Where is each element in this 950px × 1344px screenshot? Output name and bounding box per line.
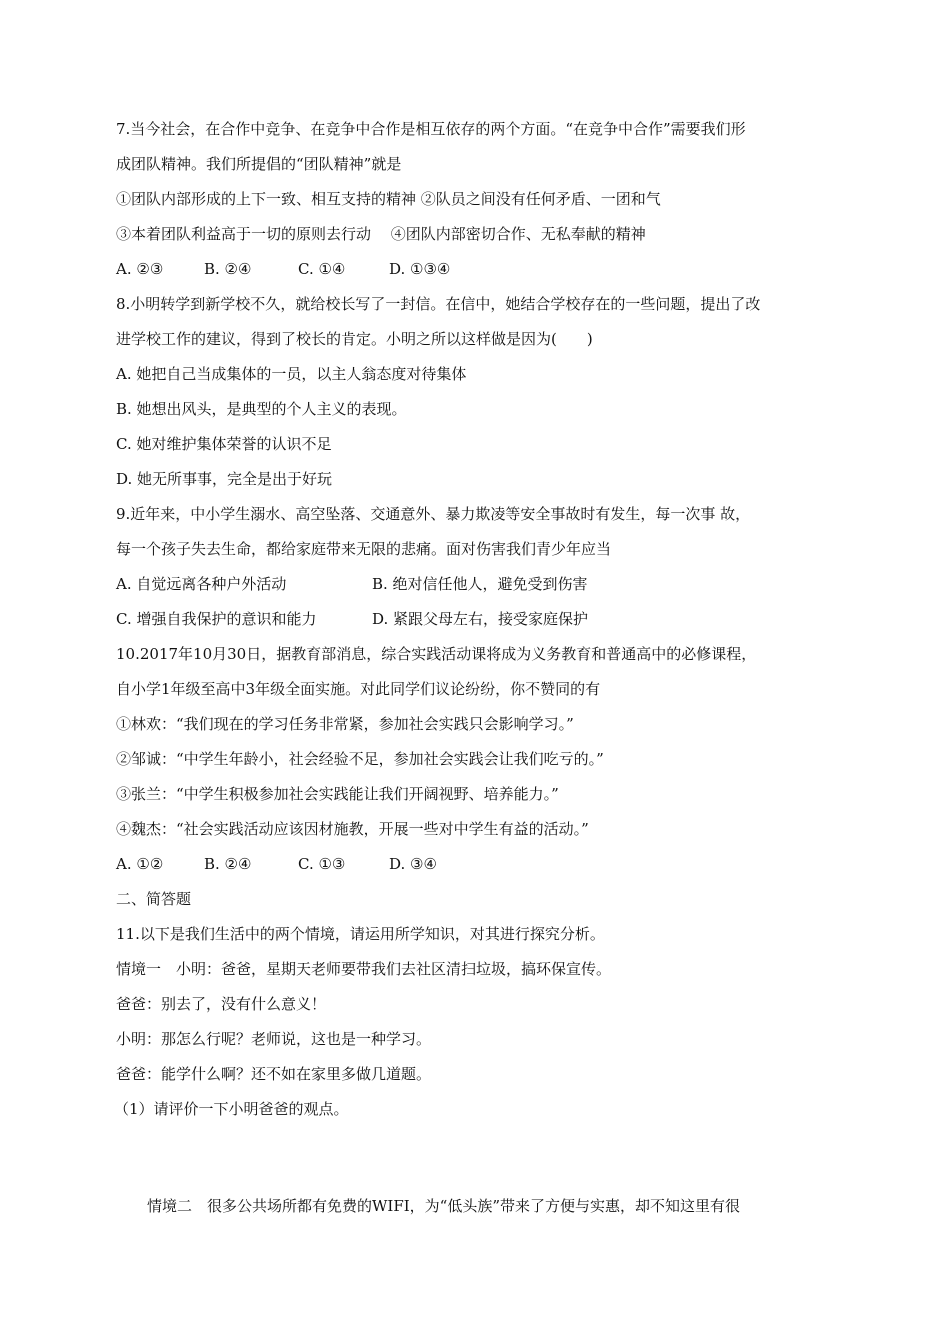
q11-scene-2: 情境二 很多公共场所都有免费的WIFI，为“低头族”带来了方便与实惠，却不知这里有很 (147, 1197, 741, 1215)
q11-dialog-line-1: 情境一 小明：爸爸，星期天老师要带我们去社区清扫垃圾，搞环保宣传。 (116, 960, 612, 978)
q11-dialog-line-2: 爸爸：别去了，没有什么意义！ (116, 995, 327, 1013)
q7-option-a: A. ②③ (116, 260, 164, 278)
q8-stem-line-2: 进学校工作的建议，得到了校长的肯定。小明之所以这样做是因为( ) (116, 330, 593, 348)
q9-option-d: D. 紧跟父母左右，接受家庭保护 (372, 610, 589, 628)
q7-option-c: C. ①④ (298, 260, 346, 278)
q7-stem-line-1: 7.当今社会，在合作中竞争、在竞争中合作是相互依存的两个方面。“在竞争中合作”需要我们形 (116, 120, 746, 138)
section-heading-short-answer: 二、简答题 (116, 890, 192, 908)
q7-option-d: D. ①③④ (389, 260, 451, 278)
q9-stem-line-2: 每一个孩子失去生命，都给家庭带来无限的悲痛。面对伤害我们青少年应当 (116, 540, 612, 558)
q10-stem-line-1: 10.2017年10月30日，据教育部消息，综合实践活动课将成为义务教育和普通高中的必修课程， (116, 645, 757, 663)
q7-items-1-2: ①团队内部形成的上下一致、相互支持的精神 ②队员之间没有任何矛盾、一团和气 (116, 190, 661, 208)
q9-option-a: A. 自觉远离各种户外活动 (116, 575, 287, 593)
q10-item-4: ④魏杰：“社会实践活动应该因材施教，开展一些对中学生有益的活动。” (116, 820, 589, 838)
q7-stem-line-2: 成团队精神。我们所提倡的“团队精神”就是 (116, 155, 402, 173)
q10-item-1: ①林欢：“我们现在的学习任务非常紧，参加社会实践只会影响学习。” (116, 715, 574, 733)
q7-option-b: B. ②④ (204, 260, 252, 278)
q10-option-c: C. ①③ (298, 855, 346, 873)
q11-dialog-line-3: 小明：那怎么行呢？老师说，这也是一种学习。 (116, 1030, 432, 1048)
q10-option-b: B. ②④ (204, 855, 252, 873)
q8-option-b: B. 她想出风头，是典型的个人主义的表现。 (116, 400, 407, 418)
q10-option-a: A. ①② (116, 855, 164, 873)
q7-items-3-4: ③本着团队利益高于一切的原则去行动 ④团队内部密切合作、无私奉献的精神 (116, 225, 646, 243)
q11-subquestion-1: （1）请评价一下小明爸爸的观点。 (114, 1100, 349, 1118)
q10-option-d: D. ③④ (389, 855, 437, 873)
q11-dialog-line-4: 爸爸：能学什么啊？还不如在家里多做几道题。 (116, 1065, 432, 1083)
q8-option-d: D. 她无所事事，完全是出于好玩 (116, 470, 333, 488)
q9-stem-line-1: 9.近年来，中小学生溺水、高空坠落、交通意外、暴力欺凌等安全事故时有发生，每一次事 故， (116, 505, 751, 523)
q11-stem: 11.以下是我们生活中的两个情境，请运用所学知识，对其进行探究分析。 (116, 925, 605, 943)
q8-option-c: C. 她对维护集体荣誉的认识不足 (116, 435, 332, 453)
q10-item-3: ③张兰：“中学生积极参加社会实践能让我们开阔视野、培养能力。” (116, 785, 559, 803)
q9-option-c: C. 增强自我保护的意识和能力 (116, 610, 317, 628)
q10-item-2: ②邹诚：“中学生年龄小，社会经验不足，参加社会实践会让我们吃亏的。” (116, 750, 604, 768)
q10-stem-line-2: 自小学1年级至高中3年级全面实施。对此同学们议论纷纷，你不赞同的有 (116, 680, 601, 698)
q8-option-a: A. 她把自己当成集体的一员，以主人翁态度对待集体 (116, 365, 467, 383)
q9-option-b: B. 绝对信任他人，避免受到伤害 (372, 575, 588, 593)
q8-stem-line-1: 8.小明转学到新学校不久，就给校长写了一封信。在信中，她结合学校存在的一些问题，提出了改 (116, 295, 761, 313)
